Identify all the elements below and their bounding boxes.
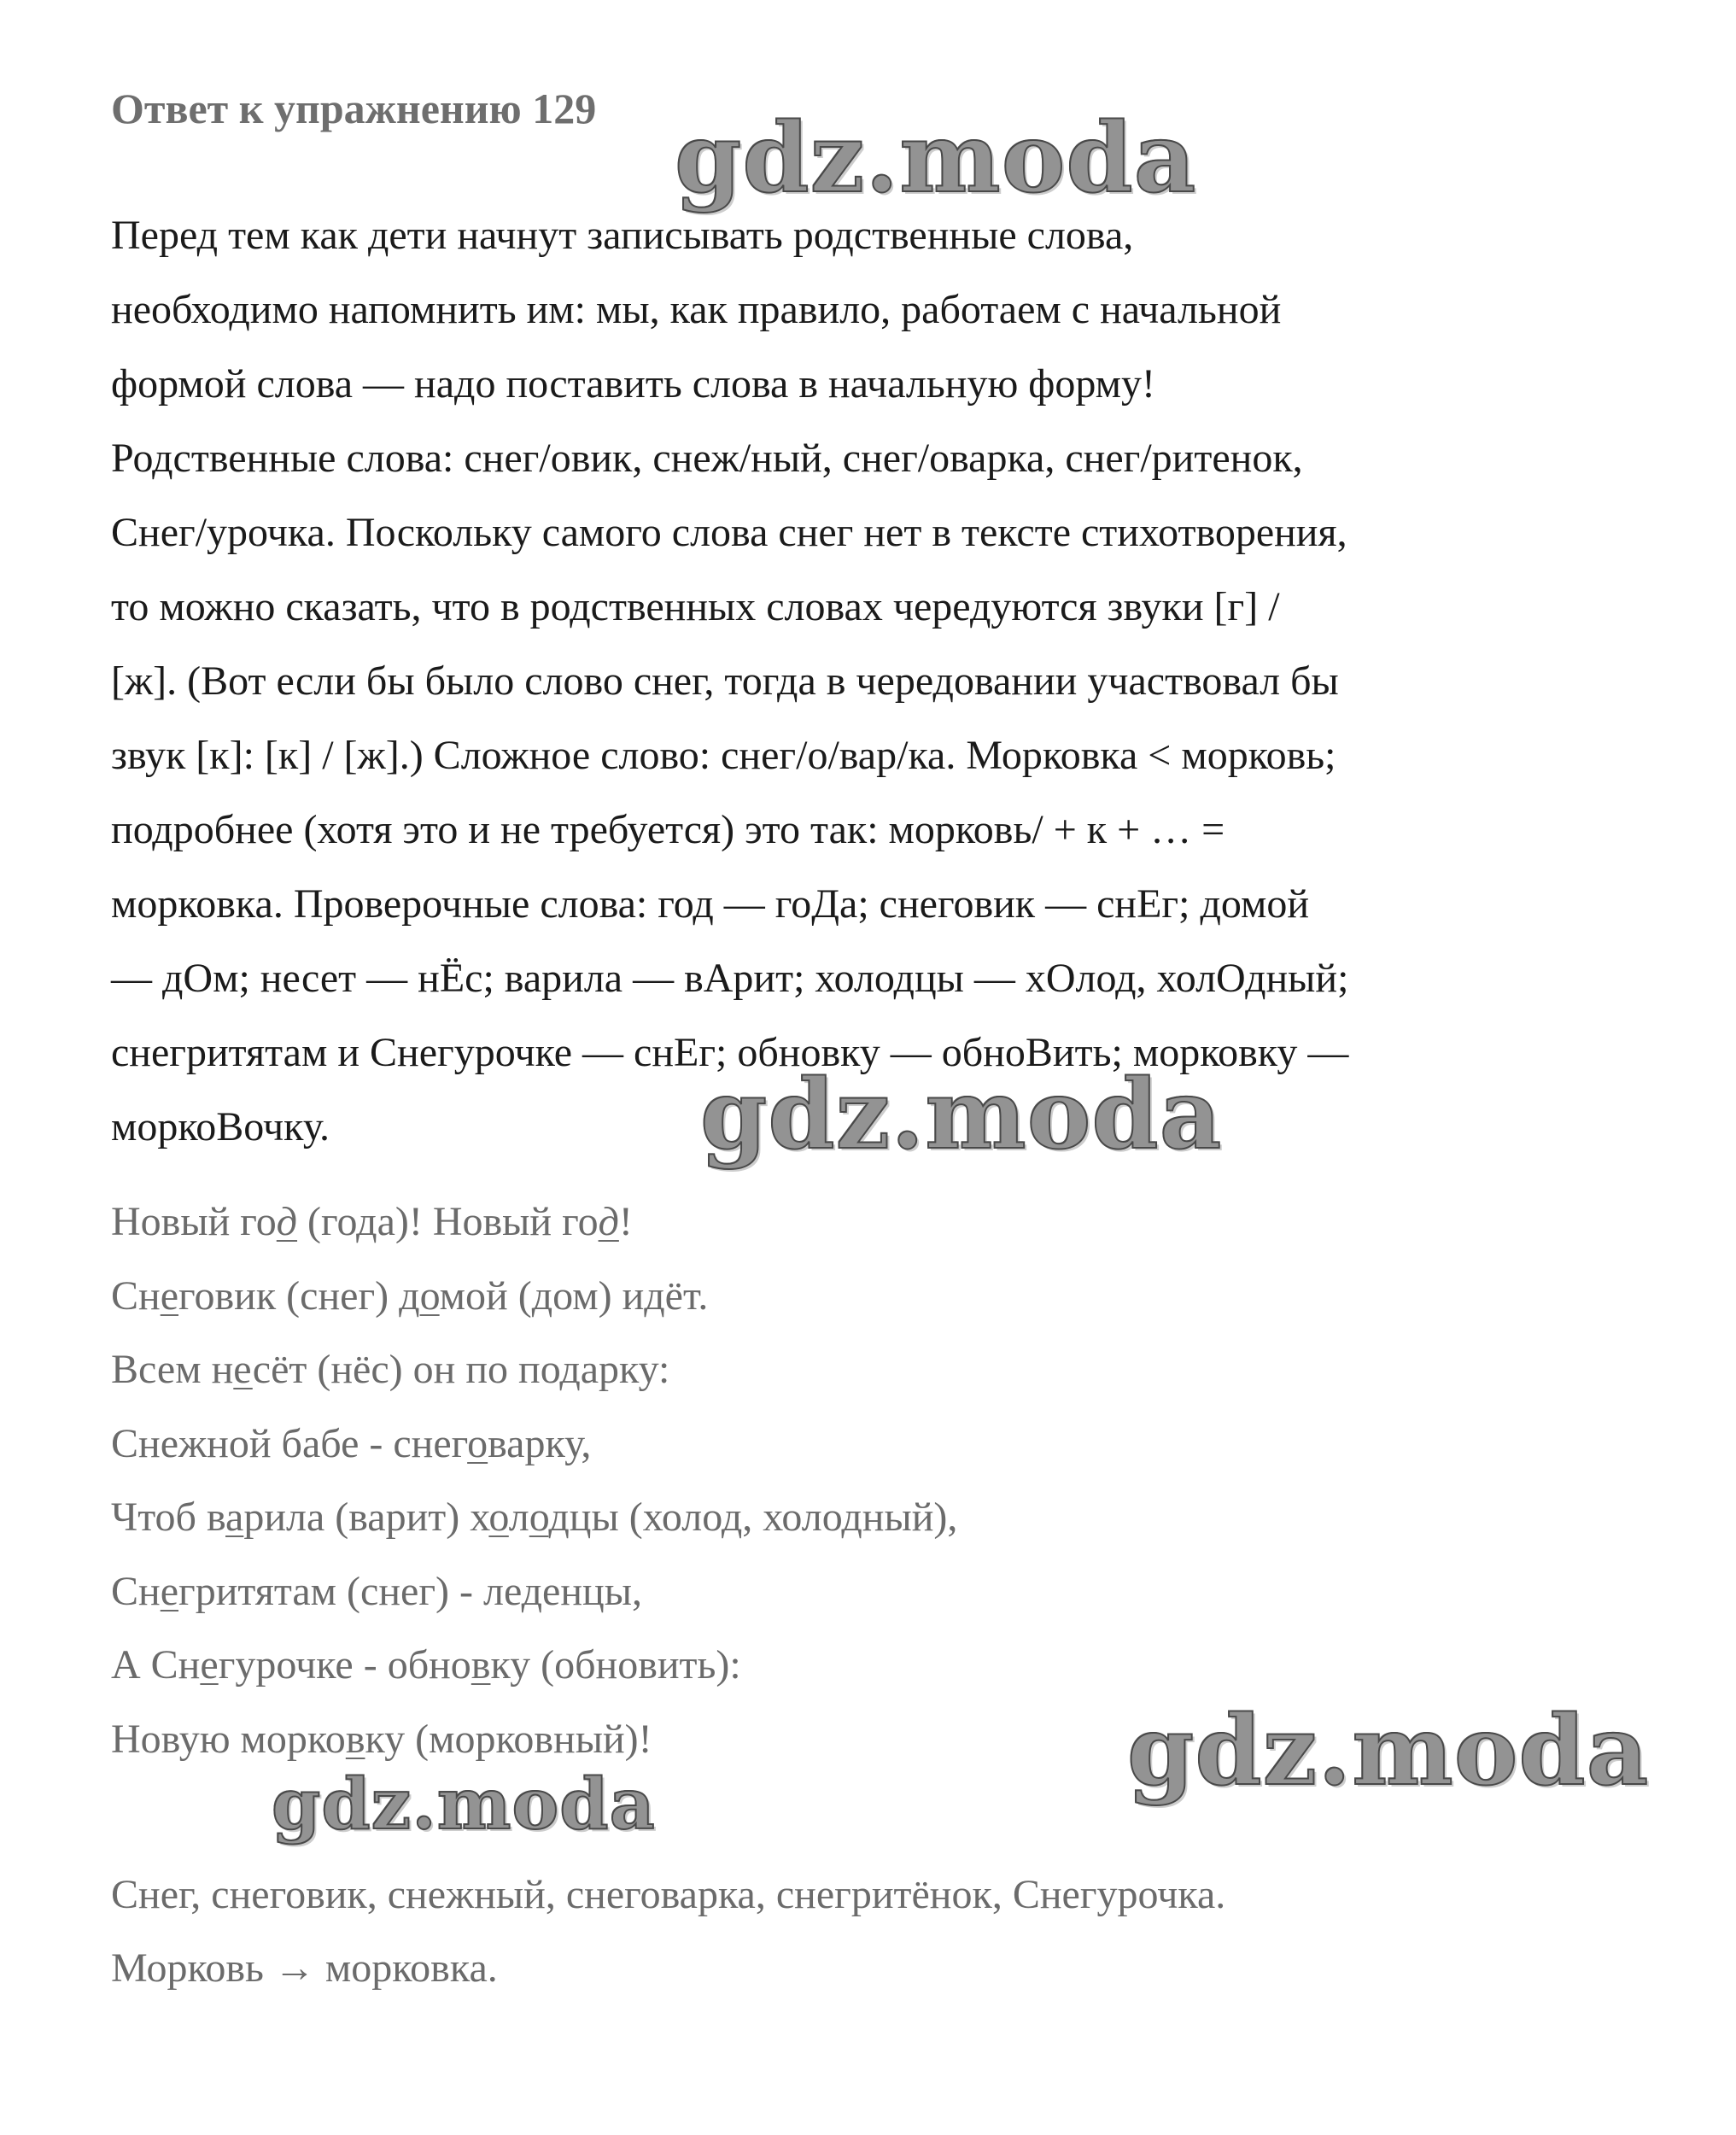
poem-text: рила (варит) х bbox=[243, 1494, 489, 1540]
underlined-letter: а bbox=[225, 1494, 244, 1540]
answer-paragraph bbox=[111, 198, 1631, 1164]
related-words-block bbox=[111, 1858, 1225, 2005]
poem-text: Сн bbox=[111, 1568, 161, 1614]
watermark-logo: gdz.moda bbox=[1127, 1695, 1650, 1807]
poem-line bbox=[111, 1333, 957, 1407]
underlined-letter: о bbox=[529, 1494, 549, 1540]
poem-text: А Сн bbox=[111, 1642, 201, 1688]
watermark-logo: gdz.moda bbox=[272, 1764, 656, 1845]
watermark-logo: gdz.moda bbox=[675, 102, 1197, 214]
answer-line: Снег/урочка. Поскольку самого слова снег нет в тексте стихотворения, bbox=[111, 510, 1347, 555]
poem-line bbox=[111, 1185, 957, 1260]
underlined-letter: в bbox=[471, 1642, 491, 1688]
answer-line: необходимо напомнить им: мы, как правило, работаем с начальной bbox=[111, 287, 1282, 332]
answer-line: Перед тем как дети начнут записывать родственные слова, bbox=[111, 213, 1134, 258]
poem-text: дцы (холод, холодный), bbox=[548, 1494, 958, 1540]
poem-line bbox=[111, 1407, 957, 1482]
answer-line: моркоВочку. bbox=[111, 1104, 330, 1149]
underlined-letter: д bbox=[598, 1199, 619, 1244]
answer-line: то можно сказать, что в родственных словах чередуются звуки [г] / bbox=[111, 584, 1280, 629]
underlined-letter: о bbox=[467, 1420, 488, 1466]
answer-line: подробнее (хотя это и не требуется) это так: морковь/ + к + … = bbox=[111, 807, 1225, 852]
page-heading: Ответ к упражнению 129 bbox=[111, 85, 597, 132]
poem-text: мой (дом) идёт. bbox=[439, 1272, 709, 1319]
answer-line: звук [к]: [к] / [ж].) Сложное слово: снег/о/вар/ка. Морковка < морковь; bbox=[111, 733, 1336, 778]
watermark-logo: gdz.moda bbox=[700, 1059, 1223, 1171]
underlined-letter: в bbox=[345, 1716, 365, 1762]
answer-line: Родственные слова: снег/овик, снеж/ный, снег/оварка, снег/ритенок, bbox=[111, 436, 1303, 481]
poem-text: ку (обновить): bbox=[490, 1642, 741, 1688]
answer-line: морковка. Проверочные слова: год — гоДа; снеговик — снЕг; домой bbox=[111, 881, 1310, 927]
underlined-letter: е bbox=[233, 1347, 253, 1392]
poem-text: сёт (нёс) он по подарку: bbox=[252, 1347, 670, 1392]
underlined-letter: о bbox=[419, 1272, 440, 1319]
poem-text: ! bbox=[618, 1199, 633, 1244]
poem-text: ку (морковный)! bbox=[365, 1716, 652, 1762]
answer-line: — дОм; несет — нЁс; варила — вАрит; холодцы — хОлод, холОдный; bbox=[111, 956, 1349, 1001]
poem-text: гритятам (снег) - леденцы, bbox=[178, 1568, 642, 1614]
poem-line bbox=[111, 1260, 957, 1334]
poem-text: говик (снег) д bbox=[178, 1272, 420, 1319]
answer-line: [ж]. (Вот если бы было слово снег, тогда в чередовании участвовал бы bbox=[111, 658, 1339, 704]
underlined-letter: е bbox=[160, 1272, 179, 1319]
poem-text: Новый го bbox=[111, 1199, 277, 1244]
answer-line: снегритятам и Снегурочке — снЕг; обновку — обноВить; морковку — bbox=[111, 1030, 1349, 1075]
words-line: Снег, снеговик, снежный, снеговарка, снегритёнок, Снегурочка. bbox=[111, 1872, 1226, 1917]
poem-text: Чтоб в bbox=[111, 1494, 225, 1540]
poem-text: л bbox=[508, 1494, 529, 1540]
poem-text: Снежной бабе - снег bbox=[111, 1420, 468, 1466]
poem-text: Всем н bbox=[111, 1347, 234, 1392]
poem-block bbox=[111, 1185, 957, 1776]
poem-line bbox=[111, 1629, 957, 1703]
poem-text: Новую морко bbox=[111, 1716, 346, 1762]
underlined-letter: о bbox=[488, 1494, 509, 1540]
poem-line bbox=[111, 1555, 957, 1629]
underlined-letter: е bbox=[160, 1568, 179, 1614]
poem-line bbox=[111, 1481, 957, 1555]
poem-text: гурочке - обно bbox=[218, 1642, 471, 1688]
underlined-letter: е bbox=[200, 1642, 219, 1688]
underlined-letter: д bbox=[276, 1199, 298, 1244]
words-line: Морковь → морковка. bbox=[111, 1945, 498, 1991]
answer-line: формой слова — надо поставить слова в начальную форму! bbox=[111, 361, 1156, 407]
poem-text: (года)! Новый го bbox=[297, 1199, 599, 1244]
poem-text: варку, bbox=[488, 1420, 592, 1466]
poem-text: Сн bbox=[111, 1272, 161, 1319]
